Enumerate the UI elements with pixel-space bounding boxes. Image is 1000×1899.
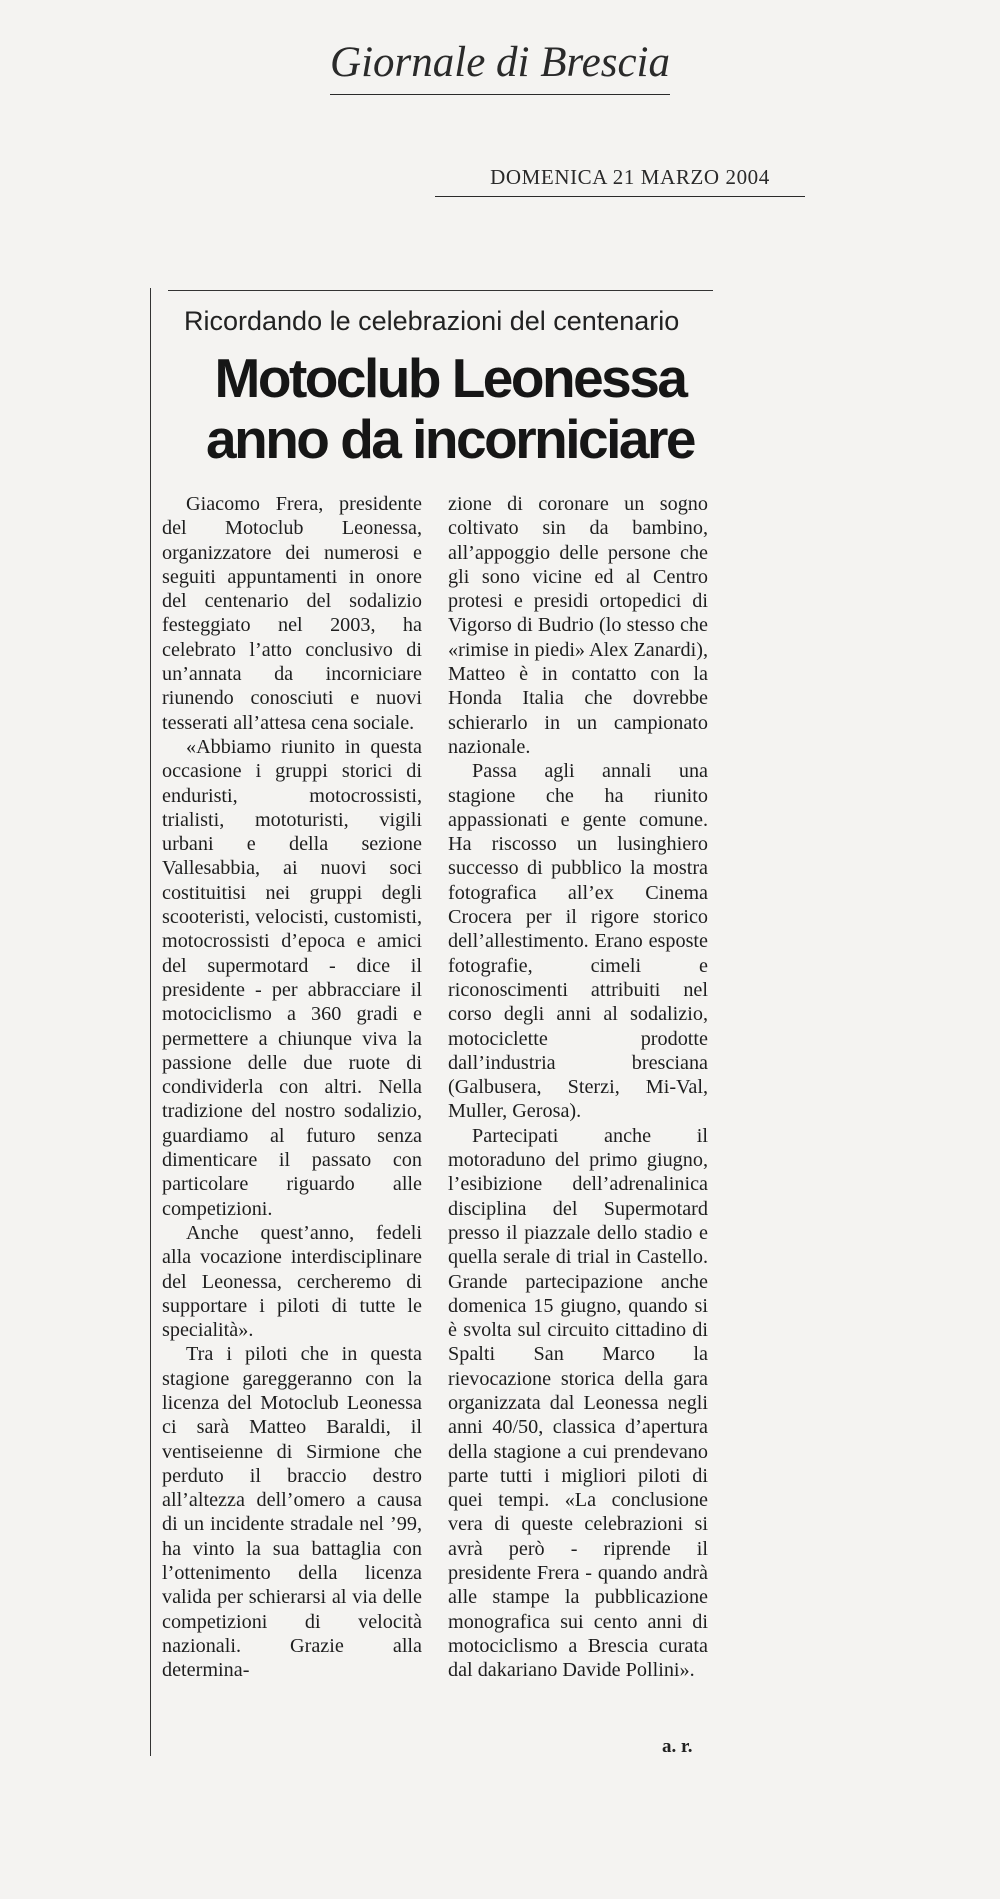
- column-rule: [150, 288, 151, 1756]
- paragraph: Tra i piloti che in questa stagione gareggeranno con la licenza del Motoclub Leonessa ci sarà Matteo Baraldi, il ventiseienne di Sirmione che perduto il braccio destro all’altezza dell’omero a causa di un incidente stradale nel ’99, ha vinto la sua battaglia con l’ottenimento della licenza valida per schierarsi al via delle competizioni di velocità nazionali. Grazie alla determina-: [162, 1343, 422, 1682]
- article-column-left: [162, 492, 422, 1683]
- top-rule: [168, 290, 713, 291]
- paragraph: Partecipati anche il motoraduno del primo giugno, l’esibizione dell’adrenalinica disciplina del Supermotard presso il piazzale dello stadio e quella serale di trial in Castello. Grande partecipazione anche domenica 15 giugno, quando si è svolta sul circuito cittadino di Spalti San Marco la rievocazione storica della gara organizzata dal Leonessa negli anni 40/50, classica d’apertura della stagione a cui prendevano parte tutti i migliori piloti di quei tempi. «La conclusione vera di queste celebrazioni si avrà però - riprende il presidente Frera - quando andrà alle stampe la pubblicazione monografica sui cento anni di motociclismo a Brescia curata dal dakariano Davide Pollini».: [448, 1124, 708, 1682]
- masthead: [330, 34, 670, 95]
- paragraph: Anche quest’anno, fedeli alla vocazione interdisciplinare del Leonessa, cercheremo di supportare i piloti di tutte le specialità».: [162, 1221, 422, 1342]
- article-column-right: [448, 492, 708, 1683]
- paragraph: «Abbiamo riunito in questa occasione i gruppi storici di enduristi, motocrossisti, trialisti, mototuristi, vigili urbani e della sezione Vallesabbia, ai nuovi soci costituitisi nei gruppi degli scooteristi, velocisti, customisti, motocrossisti d’epoca e amici del supermotard - dice il presidente - per abbracciare il motociclismo a 360 gradi e permettere a chiunque viva la passione delle due ruote di condividerla con altri. Nella tradizione del nostro sodalizio, guardiamo al futuro senza dimenticare il passato con particolare riguardo alle competizioni.: [162, 735, 422, 1220]
- dateline-rule: [435, 196, 805, 197]
- article-clipping: [150, 288, 720, 1758]
- headline-line-2: anno da incorniciare: [206, 408, 694, 470]
- masthead-rule: [330, 94, 670, 95]
- article-kicker: Ricordando le celebrazioni del centenario: [184, 306, 680, 336]
- newspaper-name: Giornale di Brescia: [330, 39, 670, 86]
- publication-date: DOMENICA 21 MARZO 2004: [490, 165, 770, 189]
- paragraph: zione di coronare un sogno coltivato sin da bambino, all’appoggio delle persone che gli sono vicine ed al Centro protesi e presidi ortopedici di Vigorso di Budrio (lo stesso che «rimise in piedi» Alex Zanardi), Matteo è in contatto con la Honda Italia che dovrebbe schierarlo in un campionato nazionale.: [448, 493, 708, 758]
- paragraph: Passa agli annali una stagione che ha riunito appassionati e gente comune. Ha riscosso un lusinghiero successo di pubblico la mostra fotografica all’ex Cinema Crocera per il rigore storico dell’allestimento. Erano esposte fotografie, cimeli e riconoscimenti attribuiti nel corso degli anni al sodalizio, motociclette prodotte dall’industria bresciana (Galbusera, Sterzi, Mi-Val, Muller, Gerosa).: [448, 760, 708, 1123]
- dateline: [435, 165, 805, 197]
- article-headline: [190, 348, 710, 470]
- author-signature: a. r.: [662, 1736, 693, 1757]
- paragraph: Giacomo Frera, presidente del Motoclub Leonessa, organizzatore dei numerosi e seguiti appuntamenti in onore del centenario del sodalizio festeggiato nel 2003, ha celebrato l’atto conclusivo di un’annata da incorniciare riunendo conosciuti e nuovi tesserati all’attesa cena sociale.: [162, 493, 422, 734]
- headline-line-1: Motoclub Leonessa: [214, 347, 686, 409]
